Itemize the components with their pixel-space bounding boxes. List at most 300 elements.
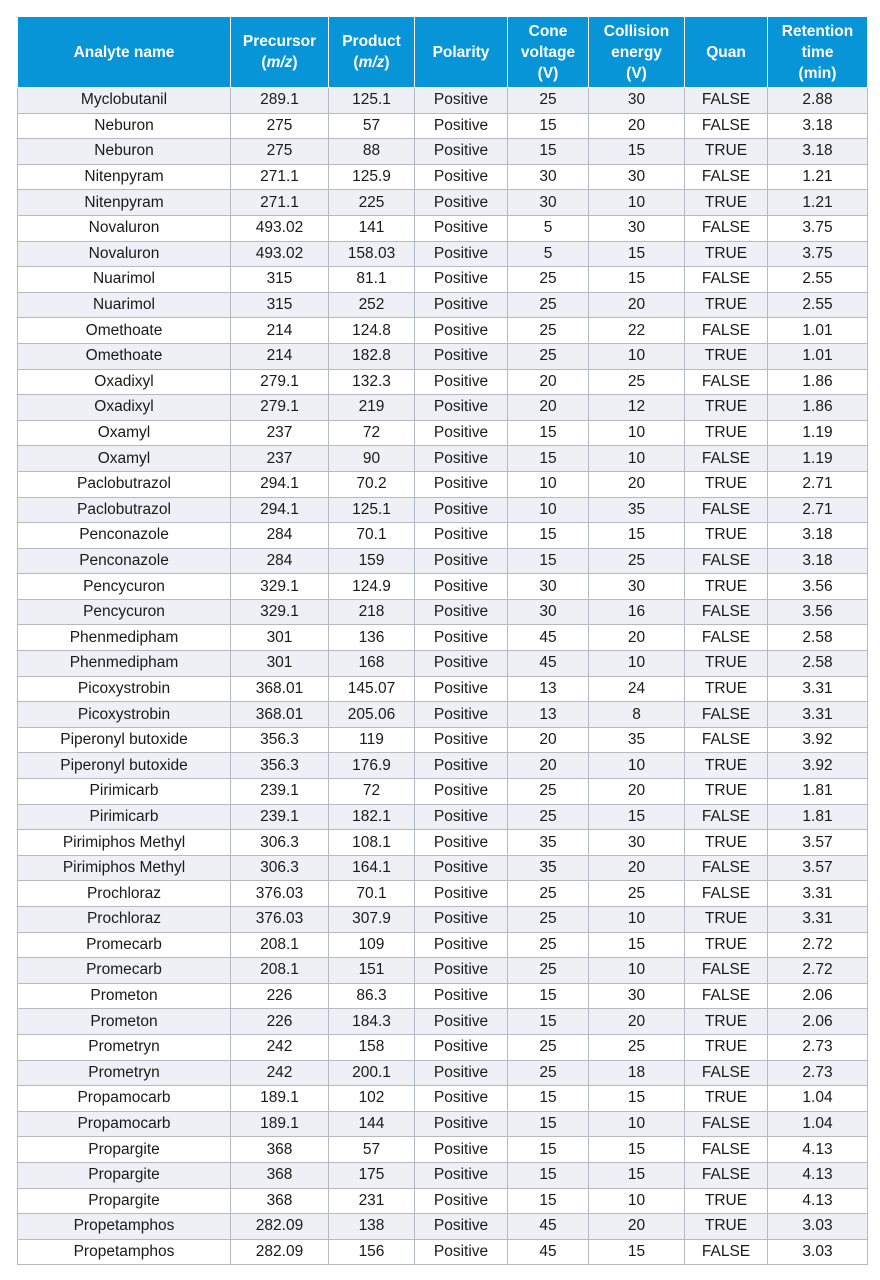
product-unit: m/z [358, 54, 385, 71]
cell-cone-voltage: 25 [508, 804, 589, 830]
cell-cone-voltage: 15 [508, 1111, 589, 1137]
cell-retention-time: 1.81 [768, 804, 868, 830]
cell-precursor: 356.3 [231, 753, 329, 779]
header-analyte-name: Analyte name [18, 17, 231, 88]
cell-precursor: 306.3 [231, 855, 329, 881]
table-row [18, 804, 868, 830]
cell-product: 125.1 [329, 497, 415, 523]
cell-cone-voltage: 30 [508, 190, 589, 216]
cell-retention-time: 3.56 [768, 599, 868, 625]
cell-cone-voltage: 15 [508, 113, 589, 139]
table-row [18, 523, 868, 549]
cell-product: 70.1 [329, 523, 415, 549]
cell-polarity: Positive [415, 625, 508, 651]
cell-cone-voltage: 15 [508, 548, 589, 574]
cell-polarity: Positive [415, 267, 508, 293]
cell-polarity: Positive [415, 1060, 508, 1086]
cell-polarity: Positive [415, 1188, 508, 1214]
header-polarity: Polarity [415, 17, 508, 88]
cell-polarity: Positive [415, 1137, 508, 1163]
cell-collision-energy: 8 [589, 702, 685, 728]
cell-product: 182.1 [329, 804, 415, 830]
cell-retention-time: 3.75 [768, 241, 868, 267]
cell-retention-time: 1.21 [768, 190, 868, 216]
cell-retention-time: 1.81 [768, 779, 868, 805]
table-row [18, 446, 868, 472]
cell-product: 218 [329, 599, 415, 625]
cell-polarity: Positive [415, 113, 508, 139]
cell-precursor: 368 [231, 1162, 329, 1188]
cell-collision-energy: 20 [589, 625, 685, 651]
cell-analyte-name: Nuarimol [18, 292, 231, 318]
cell-precursor: 294.1 [231, 497, 329, 523]
cell-product: 70.1 [329, 881, 415, 907]
cell-cone-voltage: 15 [508, 139, 589, 165]
cell-cone-voltage: 45 [508, 625, 589, 651]
cell-polarity: Positive [415, 830, 508, 856]
cell-polarity: Positive [415, 1239, 508, 1265]
table-row [18, 907, 868, 933]
cell-collision-energy: 10 [589, 190, 685, 216]
cell-analyte-name: Oxadixyl [18, 395, 231, 421]
table-row [18, 958, 868, 984]
cell-polarity: Positive [415, 420, 508, 446]
cell-quan: FALSE [685, 446, 768, 472]
cell-analyte-name: Paclobutrazol [18, 497, 231, 523]
cell-cone-voltage: 25 [508, 1060, 589, 1086]
cell-retention-time: 2.72 [768, 958, 868, 984]
cell-precursor: 306.3 [231, 830, 329, 856]
cell-analyte-name: Neburon [18, 139, 231, 165]
cell-collision-energy: 20 [589, 471, 685, 497]
cell-retention-time: 1.19 [768, 446, 868, 472]
cell-polarity: Positive [415, 676, 508, 702]
cell-collision-energy: 15 [589, 1086, 685, 1112]
cell-precursor: 275 [231, 113, 329, 139]
cell-cone-voltage: 5 [508, 241, 589, 267]
cell-collision-energy: 30 [589, 164, 685, 190]
table-row [18, 779, 868, 805]
cell-polarity: Positive [415, 1111, 508, 1137]
cell-analyte-name: Nitenpyram [18, 190, 231, 216]
cell-precursor: 239.1 [231, 779, 329, 805]
cell-polarity: Positive [415, 471, 508, 497]
table-row [18, 1137, 868, 1163]
cell-retention-time: 2.71 [768, 497, 868, 523]
cell-cone-voltage: 15 [508, 1009, 589, 1035]
cell-analyte-name: Piperonyl butoxide [18, 727, 231, 753]
cell-cone-voltage: 45 [508, 651, 589, 677]
cell-cone-voltage: 20 [508, 753, 589, 779]
table-row [18, 855, 868, 881]
cell-polarity: Positive [415, 599, 508, 625]
cell-quan: TRUE [685, 830, 768, 856]
cell-cone-voltage: 20 [508, 369, 589, 395]
cell-analyte-name: Pirimiphos Methyl [18, 855, 231, 881]
cell-polarity: Positive [415, 446, 508, 472]
table-row [18, 267, 868, 293]
cell-product: 231 [329, 1188, 415, 1214]
cell-polarity: Positive [415, 855, 508, 881]
cell-cone-voltage: 25 [508, 907, 589, 933]
cell-cone-voltage: 10 [508, 471, 589, 497]
cell-quan: TRUE [685, 907, 768, 933]
table-row [18, 1060, 868, 1086]
cell-quan: FALSE [685, 497, 768, 523]
cell-polarity: Positive [415, 907, 508, 933]
table-row [18, 1009, 868, 1035]
header-retention-time: Retention time (min) [768, 17, 868, 88]
cell-collision-energy: 35 [589, 727, 685, 753]
cell-precursor: 189.1 [231, 1086, 329, 1112]
cell-retention-time: 2.06 [768, 1009, 868, 1035]
cell-quan: FALSE [685, 369, 768, 395]
cell-precursor: 376.03 [231, 907, 329, 933]
cell-product: 307.9 [329, 907, 415, 933]
cell-analyte-name: Nuarimol [18, 267, 231, 293]
cell-cone-voltage: 15 [508, 983, 589, 1009]
cell-polarity: Positive [415, 241, 508, 267]
cell-collision-energy: 15 [589, 267, 685, 293]
cell-polarity: Positive [415, 727, 508, 753]
cell-precursor: 237 [231, 446, 329, 472]
table-row [18, 1188, 868, 1214]
cell-cone-voltage: 25 [508, 932, 589, 958]
cell-cone-voltage: 45 [508, 1214, 589, 1240]
cell-quan: FALSE [685, 1162, 768, 1188]
cell-retention-time: 3.31 [768, 702, 868, 728]
cell-quan: FALSE [685, 1137, 768, 1163]
cell-retention-time: 2.73 [768, 1034, 868, 1060]
cell-quan: FALSE [685, 958, 768, 984]
cell-quan: FALSE [685, 983, 768, 1009]
cell-product: 176.9 [329, 753, 415, 779]
cell-retention-time: 2.58 [768, 651, 868, 677]
cell-product: 136 [329, 625, 415, 651]
cell-quan: TRUE [685, 676, 768, 702]
cell-retention-time: 3.56 [768, 574, 868, 600]
cell-product: 141 [329, 215, 415, 241]
cell-collision-energy: 30 [589, 983, 685, 1009]
cell-product: 168 [329, 651, 415, 677]
cell-precursor: 493.02 [231, 241, 329, 267]
table-row [18, 574, 868, 600]
table-row [18, 548, 868, 574]
cell-product: 90 [329, 446, 415, 472]
table-row [18, 625, 868, 651]
cell-collision-energy: 15 [589, 139, 685, 165]
cell-cone-voltage: 25 [508, 318, 589, 344]
cell-analyte-name: Phenmedipham [18, 625, 231, 651]
table-row [18, 292, 868, 318]
cell-collision-energy: 20 [589, 855, 685, 881]
cell-analyte-name: Oxamyl [18, 446, 231, 472]
cell-cone-voltage: 15 [508, 1162, 589, 1188]
cell-precursor: 208.1 [231, 958, 329, 984]
table-row [18, 753, 868, 779]
cell-quan: TRUE [685, 139, 768, 165]
cell-quan: TRUE [685, 574, 768, 600]
cell-analyte-name: Pencycuron [18, 599, 231, 625]
cell-cone-voltage: 25 [508, 292, 589, 318]
cell-retention-time: 2.88 [768, 88, 868, 114]
cell-analyte-name: Picoxystrobin [18, 702, 231, 728]
table-row [18, 369, 868, 395]
cell-cone-voltage: 15 [508, 1086, 589, 1112]
cell-retention-time: 2.72 [768, 932, 868, 958]
cell-polarity: Positive [415, 932, 508, 958]
cell-product: 70.2 [329, 471, 415, 497]
cell-analyte-name: Paclobutrazol [18, 471, 231, 497]
cell-analyte-name: Propetamphos [18, 1214, 231, 1240]
cell-product: 57 [329, 113, 415, 139]
cell-analyte-name: Neburon [18, 113, 231, 139]
cell-product: 125.9 [329, 164, 415, 190]
cell-product: 184.3 [329, 1009, 415, 1035]
cell-precursor: 315 [231, 267, 329, 293]
cell-collision-energy: 10 [589, 343, 685, 369]
cell-polarity: Positive [415, 548, 508, 574]
table-row [18, 139, 868, 165]
table-row [18, 983, 868, 1009]
cell-analyte-name: Propamocarb [18, 1086, 231, 1112]
cell-analyte-name: Prometryn [18, 1034, 231, 1060]
cell-retention-time: 3.31 [768, 881, 868, 907]
cell-analyte-name: Picoxystrobin [18, 676, 231, 702]
cell-precursor: 282.09 [231, 1214, 329, 1240]
cell-cone-voltage: 25 [508, 881, 589, 907]
cell-quan: TRUE [685, 932, 768, 958]
cell-quan: TRUE [685, 1034, 768, 1060]
table-row [18, 1162, 868, 1188]
cell-cone-voltage: 25 [508, 88, 589, 114]
table-row [18, 164, 868, 190]
cell-cone-voltage: 25 [508, 779, 589, 805]
cell-analyte-name: Omethoate [18, 343, 231, 369]
cell-retention-time: 3.75 [768, 215, 868, 241]
cell-cone-voltage: 35 [508, 830, 589, 856]
cell-polarity: Positive [415, 958, 508, 984]
cell-retention-time: 3.57 [768, 830, 868, 856]
cell-precursor: 368.01 [231, 676, 329, 702]
cell-collision-energy: 15 [589, 1239, 685, 1265]
cell-precursor: 301 [231, 651, 329, 677]
cell-precursor: 284 [231, 523, 329, 549]
cell-analyte-name: Pirimiphos Methyl [18, 830, 231, 856]
cell-product: 159 [329, 548, 415, 574]
cell-analyte-name: Pencycuron [18, 574, 231, 600]
cell-polarity: Positive [415, 1214, 508, 1240]
cell-quan: FALSE [685, 548, 768, 574]
cell-collision-energy: 15 [589, 241, 685, 267]
cell-collision-energy: 20 [589, 113, 685, 139]
cell-cone-voltage: 15 [508, 446, 589, 472]
cell-collision-energy: 20 [589, 292, 685, 318]
cell-collision-energy: 15 [589, 804, 685, 830]
cell-precursor: 329.1 [231, 574, 329, 600]
cell-precursor: 493.02 [231, 215, 329, 241]
cell-analyte-name: Pirimicarb [18, 779, 231, 805]
table-row [18, 241, 868, 267]
cell-retention-time: 2.58 [768, 625, 868, 651]
table-row [18, 395, 868, 421]
cell-quan: FALSE [685, 599, 768, 625]
cell-cone-voltage: 25 [508, 343, 589, 369]
cell-precursor: 368.01 [231, 702, 329, 728]
cell-precursor: 284 [231, 548, 329, 574]
cell-analyte-name: Nitenpyram [18, 164, 231, 190]
cell-retention-time: 1.86 [768, 369, 868, 395]
cell-product: 138 [329, 1214, 415, 1240]
cell-quan: TRUE [685, 292, 768, 318]
cell-collision-energy: 10 [589, 420, 685, 446]
cell-precursor: 214 [231, 343, 329, 369]
cell-product: 57 [329, 1137, 415, 1163]
cell-precursor: 279.1 [231, 369, 329, 395]
header-product: Product (m/z) [329, 17, 415, 88]
cell-quan: FALSE [685, 1060, 768, 1086]
cell-product: 72 [329, 779, 415, 805]
table-row [18, 1111, 868, 1137]
table-row [18, 727, 868, 753]
cell-analyte-name: Propargite [18, 1162, 231, 1188]
cell-collision-energy: 15 [589, 523, 685, 549]
cell-polarity: Positive [415, 369, 508, 395]
cell-retention-time: 4.13 [768, 1188, 868, 1214]
table-row [18, 676, 868, 702]
cell-retention-time: 3.18 [768, 523, 868, 549]
cell-polarity: Positive [415, 343, 508, 369]
cell-quan: FALSE [685, 215, 768, 241]
cell-quan: TRUE [685, 395, 768, 421]
table-header [18, 17, 868, 88]
cell-precursor: 315 [231, 292, 329, 318]
header-quan: Quan [685, 17, 768, 88]
cell-retention-time: 2.06 [768, 983, 868, 1009]
cell-retention-time: 3.18 [768, 548, 868, 574]
cell-precursor: 239.1 [231, 804, 329, 830]
cell-product: 86.3 [329, 983, 415, 1009]
cell-quan: TRUE [685, 779, 768, 805]
cell-retention-time: 1.01 [768, 343, 868, 369]
cell-collision-energy: 25 [589, 548, 685, 574]
cell-collision-energy: 35 [589, 497, 685, 523]
cell-quan: FALSE [685, 1239, 768, 1265]
cell-quan: TRUE [685, 1188, 768, 1214]
cell-analyte-name: Promecarb [18, 958, 231, 984]
cell-quan: TRUE [685, 190, 768, 216]
cell-product: 158 [329, 1034, 415, 1060]
table-row [18, 932, 868, 958]
table-row [18, 215, 868, 241]
cell-product: 151 [329, 958, 415, 984]
cell-cone-voltage: 35 [508, 855, 589, 881]
cell-quan: TRUE [685, 420, 768, 446]
cell-analyte-name: Novaluron [18, 215, 231, 241]
table-row [18, 1239, 868, 1265]
table-row [18, 471, 868, 497]
cell-polarity: Positive [415, 190, 508, 216]
cell-product: 88 [329, 139, 415, 165]
cell-polarity: Positive [415, 215, 508, 241]
cell-product: 164.1 [329, 855, 415, 881]
table-row [18, 1214, 868, 1240]
cell-collision-energy: 12 [589, 395, 685, 421]
cell-retention-time: 2.55 [768, 267, 868, 293]
cell-quan: FALSE [685, 88, 768, 114]
cell-analyte-name: Oxamyl [18, 420, 231, 446]
cell-collision-energy: 10 [589, 651, 685, 677]
header-collision-energy: Collision energy (V) [589, 17, 685, 88]
cell-product: 124.8 [329, 318, 415, 344]
cell-product: 175 [329, 1162, 415, 1188]
cell-quan: FALSE [685, 804, 768, 830]
cell-precursor: 242 [231, 1034, 329, 1060]
cell-analyte-name: Oxadixyl [18, 369, 231, 395]
cell-quan: FALSE [685, 267, 768, 293]
cell-quan: FALSE [685, 727, 768, 753]
cell-retention-time: 1.04 [768, 1086, 868, 1112]
cell-collision-energy: 30 [589, 830, 685, 856]
cell-quan: TRUE [685, 1009, 768, 1035]
cell-precursor: 279.1 [231, 395, 329, 421]
cell-analyte-name: Propargite [18, 1137, 231, 1163]
cell-retention-time: 1.21 [768, 164, 868, 190]
cell-polarity: Positive [415, 523, 508, 549]
cell-retention-time: 1.86 [768, 395, 868, 421]
cell-analyte-name: Prometon [18, 1009, 231, 1035]
cell-polarity: Positive [415, 779, 508, 805]
cell-quan: FALSE [685, 855, 768, 881]
cell-cone-voltage: 25 [508, 267, 589, 293]
cell-product: 124.9 [329, 574, 415, 600]
table-row [18, 599, 868, 625]
cell-collision-energy: 24 [589, 676, 685, 702]
cell-product: 109 [329, 932, 415, 958]
precursor-unit: m/z [266, 54, 293, 71]
cell-collision-energy: 18 [589, 1060, 685, 1086]
cell-collision-energy: 15 [589, 1137, 685, 1163]
cell-cone-voltage: 13 [508, 702, 589, 728]
cell-analyte-name: Propargite [18, 1188, 231, 1214]
cell-polarity: Positive [415, 292, 508, 318]
cell-quan: FALSE [685, 1111, 768, 1137]
cell-retention-time: 3.92 [768, 727, 868, 753]
cell-product: 252 [329, 292, 415, 318]
cell-polarity: Positive [415, 804, 508, 830]
cell-retention-time: 3.31 [768, 676, 868, 702]
cell-retention-time: 3.03 [768, 1214, 868, 1240]
cell-collision-energy: 20 [589, 779, 685, 805]
cell-precursor: 275 [231, 139, 329, 165]
cell-retention-time: 2.71 [768, 471, 868, 497]
cell-collision-energy: 10 [589, 753, 685, 779]
cell-retention-time: 1.01 [768, 318, 868, 344]
cell-polarity: Positive [415, 651, 508, 677]
cell-precursor: 271.1 [231, 190, 329, 216]
cell-collision-energy: 10 [589, 446, 685, 472]
cell-precursor: 208.1 [231, 932, 329, 958]
cell-precursor: 226 [231, 1009, 329, 1035]
cell-retention-time: 3.18 [768, 139, 868, 165]
cell-retention-time: 4.13 [768, 1137, 868, 1163]
header-row [18, 17, 868, 88]
cell-analyte-name: Prochloraz [18, 907, 231, 933]
cell-product: 102 [329, 1086, 415, 1112]
table-row [18, 318, 868, 344]
cell-cone-voltage: 30 [508, 599, 589, 625]
cell-collision-energy: 10 [589, 1111, 685, 1137]
